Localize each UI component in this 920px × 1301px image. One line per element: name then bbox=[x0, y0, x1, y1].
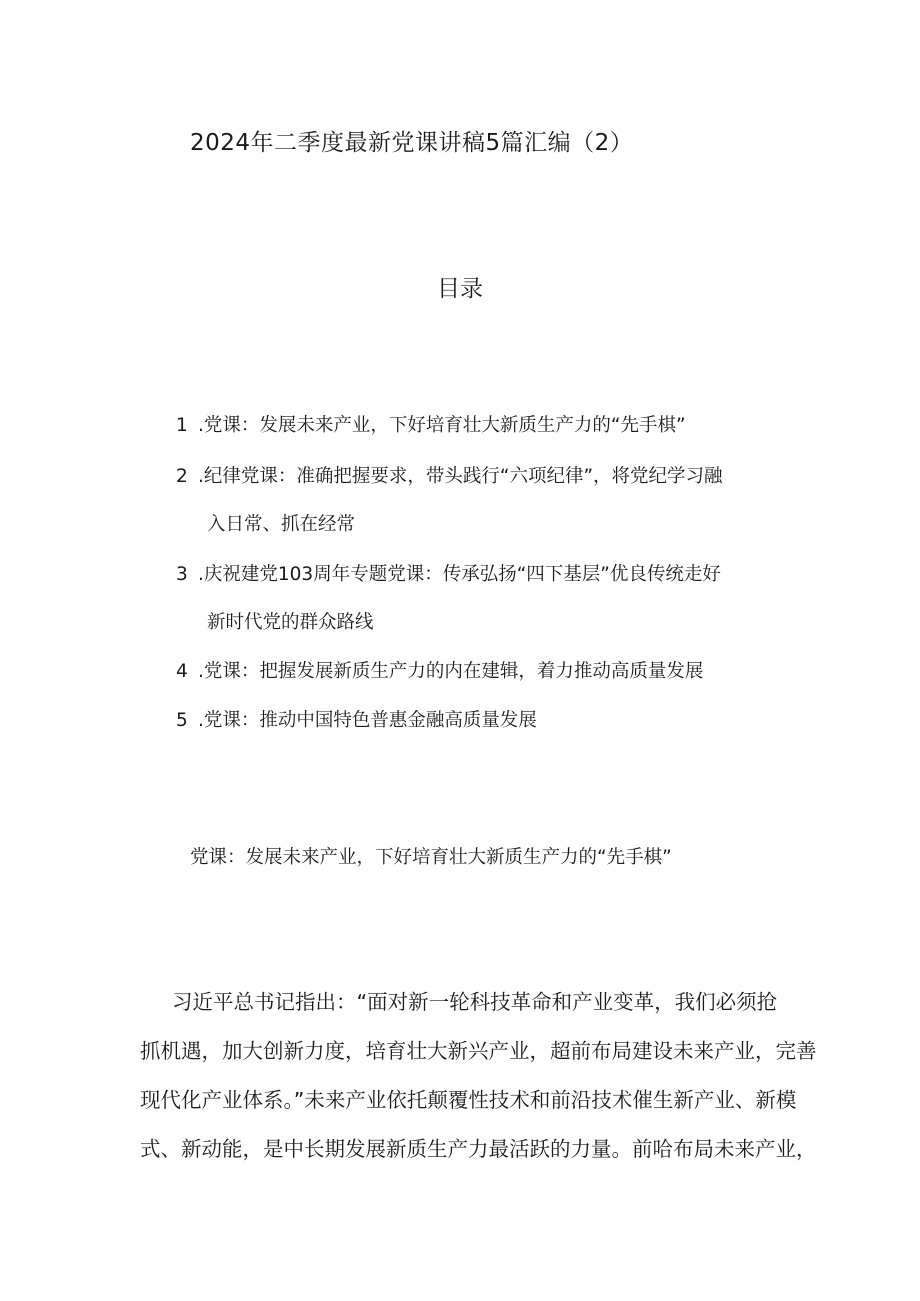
toc-item-number: 3 bbox=[176, 564, 188, 585]
body-paragraph-line-1: 习近平总书记指出：“面对新一轮科技革命和产业变革，我们必须抢 bbox=[172, 990, 778, 1014]
toc-item-number: 1 bbox=[176, 415, 188, 436]
toc-item-4[interactable] bbox=[176, 660, 703, 684]
body-paragraph-line-2: 抓机遇，加大创新力度，培育壮大新兴产业，超前布局建设未来产业，完善 bbox=[140, 1039, 817, 1063]
toc-item-text: .庆祝建党103周年专题党课：传承弘扬“四下基层”优良传统走好 bbox=[198, 564, 721, 585]
toc-heading: 目录 bbox=[437, 276, 483, 302]
toc-item-2-continuation bbox=[207, 513, 355, 537]
toc-item-text: .党课：发展未来产业，下好培育壮大新质生产力的“先手棋” bbox=[198, 415, 686, 436]
toc-item-1[interactable] bbox=[176, 414, 686, 438]
toc-item-5[interactable] bbox=[176, 709, 537, 733]
toc-item-number: 4 bbox=[176, 661, 188, 682]
toc-item-number: 5 bbox=[176, 710, 188, 731]
toc-item-text: 入日常、抓在经常 bbox=[207, 514, 356, 535]
section-title: 党课：发展未来产业，下好培育壮大新质生产力的“先手棋” bbox=[190, 847, 672, 868]
toc-item-text: .党课：推动中国特色普惠金融高质量发展 bbox=[198, 710, 537, 731]
toc-item-3[interactable] bbox=[176, 563, 721, 587]
toc-item-text: .党课：把握发展新质生产力的内在建辑，着力推动高质量发展 bbox=[198, 661, 704, 682]
toc-item-text: .纪律党课：准确把握要求，带头践行“六项纪律”，将党纪学习融 bbox=[198, 466, 723, 487]
toc-item-3-continuation bbox=[207, 611, 374, 635]
toc-item-2[interactable] bbox=[176, 465, 723, 489]
body-paragraph-line-4: 式、新动能，是中长期发展新质生产力最活跃的力量。前哈布局未来产业， bbox=[140, 1137, 817, 1161]
toc-item-number: 2 bbox=[176, 466, 188, 487]
toc-item-text: 新时代党的群众路线 bbox=[207, 612, 374, 633]
document-title: 2024年二季度最新党课讲稿5篇汇编（2） bbox=[190, 130, 634, 156]
body-paragraph-line-3: 现代化产业体系。”未来产业依托颠覆性技术和前沿技术催生新产业、新模 bbox=[140, 1088, 797, 1112]
